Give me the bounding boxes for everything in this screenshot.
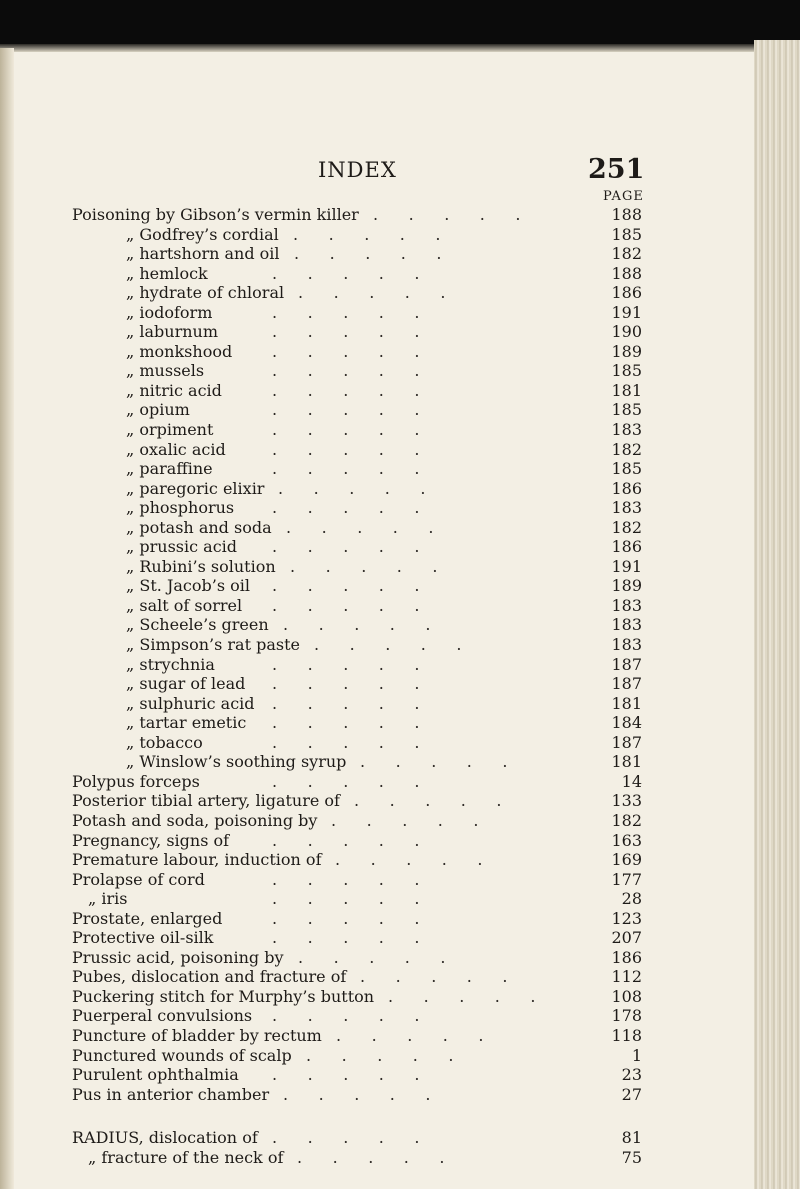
leader-dots: . . . . . — [297, 1147, 445, 1167]
entry-label: „ iodoform — [126, 302, 213, 322]
leader-dots: . . . . . — [298, 283, 446, 303]
page-stack-edge — [754, 40, 800, 1189]
leader-dots: . . . . . — [283, 615, 431, 635]
entry-page-number: 185 — [611, 361, 642, 381]
index-entry — [72, 870, 642, 890]
index-entry — [72, 948, 642, 968]
leader-dots: . . . . . — [314, 635, 462, 655]
entry-label: „ Rubini’s solution — [126, 556, 276, 576]
entry-page-number: 186 — [611, 537, 642, 557]
entry-page-number: 185 — [611, 400, 642, 420]
entry-page-number: 133 — [611, 791, 642, 811]
index-entry — [72, 674, 642, 694]
entry-page-number: 1 — [631, 1045, 642, 1065]
index-entry — [72, 928, 642, 948]
entry-label: „ strychnia — [126, 654, 215, 674]
index-entry — [72, 498, 642, 518]
index-section-r — [72, 1128, 642, 1167]
leader-dots: . . . . . — [272, 361, 420, 381]
index-entry — [72, 1026, 642, 1046]
entry-label: Punctured wounds of scalp — [72, 1045, 292, 1065]
index-entry — [72, 420, 642, 440]
index-entry — [72, 1006, 642, 1026]
entry-page-number: 181 — [611, 693, 642, 713]
entry-label: Polypus forceps — [72, 771, 200, 791]
leader-dots: . . . . . — [272, 380, 420, 400]
entry-label: „ iris — [88, 889, 128, 909]
entry-page-number: 191 — [611, 302, 642, 322]
index-entry — [72, 967, 642, 987]
entry-label: „ tartar emetic — [126, 713, 247, 733]
entry-page-number: 188 — [611, 205, 642, 224]
entry-label: „ hemlock — [126, 263, 208, 283]
index-entry — [72, 909, 642, 929]
leader-dots: . . . . . — [272, 322, 420, 342]
index-entry — [72, 850, 642, 870]
entry-page-number: 81 — [621, 1128, 642, 1148]
leader-dots: . . . . . — [272, 576, 420, 596]
entry-page-number: 207 — [611, 928, 642, 948]
index-entry — [72, 303, 642, 323]
entry-page-number: 178 — [611, 1006, 642, 1026]
entry-page-number: 108 — [611, 986, 642, 1006]
leader-dots: . . . . . — [272, 498, 420, 518]
entry-page-number: 183 — [611, 498, 642, 518]
leader-dots: . . . . . — [293, 224, 441, 244]
entry-page-number: 187 — [611, 732, 642, 752]
leader-dots: . . . . . — [278, 478, 426, 498]
entry-page-number: 191 — [611, 556, 642, 576]
leader-dots: . . . . . — [272, 889, 420, 909]
entry-label: „ nitric acid — [126, 380, 222, 400]
entry-label: „ mussels — [126, 361, 205, 381]
index-entry — [72, 244, 642, 264]
entry-page-number: 182 — [611, 810, 642, 830]
entry-page-number: 185 — [611, 459, 642, 479]
entry-label: Protective oil-silk — [72, 928, 214, 948]
entry-page-number: 183 — [611, 595, 642, 615]
index-entry — [72, 440, 642, 460]
entry-page-number: 185 — [611, 224, 642, 244]
entry-label: „ St. Jacob’s oil — [126, 576, 250, 596]
page-header — [0, 154, 800, 188]
section-gap — [72, 1104, 642, 1128]
leader-dots: . . . . . — [373, 205, 521, 224]
leader-dots: . . . . . — [272, 713, 420, 733]
entry-label: Posterior tibial artery, ligature of — [72, 791, 340, 811]
entry-label: „ laburnum — [126, 322, 219, 342]
leader-dots: . . . . . — [286, 517, 434, 537]
entry-label: „ orpiment — [126, 420, 214, 440]
index-entry — [72, 459, 642, 479]
entry-label: Puncture of bladder by rectum — [72, 1025, 322, 1045]
leader-dots: . . . . . — [272, 420, 420, 440]
leader-dots: . . . . . — [272, 674, 420, 694]
leader-dots: . . . . . — [272, 439, 420, 459]
leader-dots: . . . . . — [272, 732, 420, 752]
index-entry — [72, 713, 642, 733]
entry-label: „ tobacco — [126, 732, 203, 752]
leader-dots: . . . . . — [272, 595, 420, 615]
leader-dots: . . . . . — [272, 400, 420, 420]
entry-page-number: 169 — [611, 850, 642, 870]
entry-label: Premature labour, induction of — [72, 850, 322, 870]
leader-dots: . . . . . — [272, 928, 420, 948]
entry-page-number: 112 — [611, 967, 642, 987]
scan-top-shadow — [0, 44, 800, 52]
entry-label: „ fracture of the neck of — [88, 1147, 284, 1167]
index-entry — [72, 322, 642, 342]
entry-label: „ Scheele’s green — [126, 615, 269, 635]
index-entry — [72, 1065, 642, 1085]
entry-page-number: 186 — [611, 478, 642, 498]
index-entry — [72, 791, 642, 811]
entry-page-number: 186 — [611, 283, 642, 303]
leader-dots: . . . . . — [336, 1025, 484, 1045]
entry-label: „ phosphorus — [126, 498, 235, 518]
entry-page-number: 182 — [611, 244, 642, 264]
leader-dots: . . . . . — [272, 908, 420, 928]
entry-label: „ opium — [126, 400, 190, 420]
entry-page-number: 27 — [621, 1084, 642, 1104]
index-section-p — [72, 205, 642, 1104]
index-entry — [72, 518, 642, 538]
index-entry — [72, 557, 642, 577]
entry-page-number: 181 — [611, 380, 642, 400]
index-entry — [72, 205, 642, 225]
leader-dots: . . . . . — [272, 1006, 420, 1026]
index-entry — [72, 694, 642, 714]
entry-page-number: 189 — [611, 576, 642, 596]
leader-dots: . . . . . — [272, 537, 420, 557]
entry-label: „ sugar of lead — [126, 674, 246, 694]
index-entry — [72, 225, 642, 245]
index-entry — [72, 1046, 642, 1066]
index-entry — [72, 1128, 642, 1148]
index-entry — [72, 733, 642, 753]
entry-page-number: 184 — [611, 713, 642, 733]
entry-page-number: 23 — [621, 1065, 642, 1085]
index-entry — [72, 987, 642, 1007]
index-entry — [72, 576, 642, 596]
leader-dots: . . . . . — [272, 1128, 420, 1148]
index-entry — [72, 400, 642, 420]
index-entry — [72, 1148, 642, 1168]
leader-dots: . . . . . — [290, 556, 438, 576]
entry-label: Puckering stitch for Murphy’s button — [72, 986, 375, 1006]
index-entry — [72, 479, 642, 499]
leader-dots: . . . . . — [272, 302, 420, 322]
index-entries — [72, 205, 642, 1167]
entry-label: Purulent ophthalmia — [72, 1065, 239, 1085]
index-entry — [72, 752, 642, 772]
entry-page-number: 189 — [611, 341, 642, 361]
entry-label: „ monkshood — [126, 341, 233, 361]
entry-page-number: 183 — [611, 420, 642, 440]
entry-label: „ hartshorn and oil — [126, 244, 280, 264]
index-entry — [72, 596, 642, 616]
leader-dots: . . . . . — [272, 693, 420, 713]
leader-dots: . . . . . — [283, 1084, 431, 1104]
entry-label: Puerperal convulsions — [72, 1006, 253, 1026]
leader-dots: . . . . . — [298, 947, 446, 967]
entry-label: „ paregoric elixir — [126, 478, 265, 498]
leader-dots: . . . . . — [272, 830, 420, 850]
entry-page-number: 123 — [611, 908, 642, 928]
index-entry — [72, 655, 642, 675]
entry-label: „ Godfrey’s cordial — [126, 224, 279, 244]
index-entry — [72, 772, 642, 792]
leader-dots: . . . . . — [272, 459, 420, 479]
entry-label: „ hydrate of chloral — [126, 283, 285, 303]
index-entry — [72, 811, 642, 831]
index-entry — [72, 831, 642, 851]
entry-label: RADIUS, dislocation of — [72, 1128, 258, 1148]
entry-label: „ prussic acid — [126, 537, 238, 557]
leader-dots: . . . . . — [331, 810, 479, 830]
index-entry — [72, 1085, 642, 1105]
entry-label: Poisoning by Gibson’s vermin killer — [72, 205, 359, 224]
index-entry — [72, 889, 642, 909]
leader-dots: . . . . . — [272, 654, 420, 674]
index-entry — [72, 537, 642, 557]
entry-page-number: 183 — [611, 635, 642, 655]
entry-page-number: 163 — [611, 830, 642, 850]
leader-dots: . . . . . — [306, 1045, 454, 1065]
entry-page-number: 190 — [611, 322, 642, 342]
leader-dots: . . . . . — [354, 791, 502, 811]
leader-dots: . . . . . — [272, 771, 420, 791]
leader-dots: . . . . . — [388, 986, 536, 1006]
index-entry — [72, 264, 642, 284]
entry-label: Potash and soda, poisoning by — [72, 810, 318, 830]
entry-page-number: 183 — [611, 615, 642, 635]
entry-label: „ Simpson’s rat paste — [126, 635, 300, 655]
entry-label: „ sulphuric acid — [126, 693, 255, 713]
index-entry — [72, 283, 642, 303]
leader-dots: . . . . . — [360, 967, 508, 987]
index-entry — [72, 635, 642, 655]
running-title: INDEX — [318, 158, 397, 182]
entry-label: Pus in anterior chamber — [72, 1084, 270, 1104]
entry-label: Prussic acid, poisoning by — [72, 947, 284, 967]
leader-dots: . . . . . — [294, 244, 442, 264]
entry-label: „ potash and soda — [126, 517, 272, 537]
entry-page-number: 186 — [611, 947, 642, 967]
index-entry — [72, 381, 642, 401]
index-entry — [72, 615, 642, 635]
entry-page-number: 118 — [611, 1025, 642, 1045]
entry-page-number: 187 — [611, 674, 642, 694]
scan-top-border — [0, 0, 800, 48]
entry-label: „ oxalic acid — [126, 439, 226, 459]
entry-label: Pregnancy, signs of — [72, 830, 230, 850]
entry-label: „ Winslow’s soothing syrup — [126, 752, 347, 772]
entry-label: Pubes, dislocation and fracture of — [72, 967, 347, 987]
leader-dots: . . . . . — [360, 752, 508, 772]
entry-page-number: 182 — [611, 439, 642, 459]
index-entry — [72, 361, 642, 381]
page-column-label: PAGE — [603, 189, 644, 204]
page-number: 251 — [588, 154, 645, 185]
index-entry — [72, 342, 642, 362]
entry-page-number: 28 — [621, 889, 642, 909]
entry-page-number: 181 — [611, 752, 642, 772]
entry-page-number: 75 — [621, 1147, 642, 1167]
entry-label: „ salt of sorrel — [126, 595, 243, 615]
leader-dots: . . . . . — [272, 341, 420, 361]
entry-label: Prostate, enlarged — [72, 908, 223, 928]
entry-label: „ paraffine — [126, 459, 213, 479]
entry-page-number: 177 — [611, 869, 642, 889]
leader-dots: . . . . . — [335, 850, 483, 870]
entry-page-number: 182 — [611, 517, 642, 537]
entry-page-number: 14 — [621, 771, 642, 791]
leader-dots: . . . . . — [272, 263, 420, 283]
entry-page-number: 187 — [611, 654, 642, 674]
entry-label: Prolapse of cord — [72, 869, 205, 889]
leader-dots: . . . . . — [272, 1065, 420, 1085]
leader-dots: . . . . . — [272, 869, 420, 889]
page-left-edge — [0, 48, 14, 1189]
entry-page-number: 188 — [611, 263, 642, 283]
